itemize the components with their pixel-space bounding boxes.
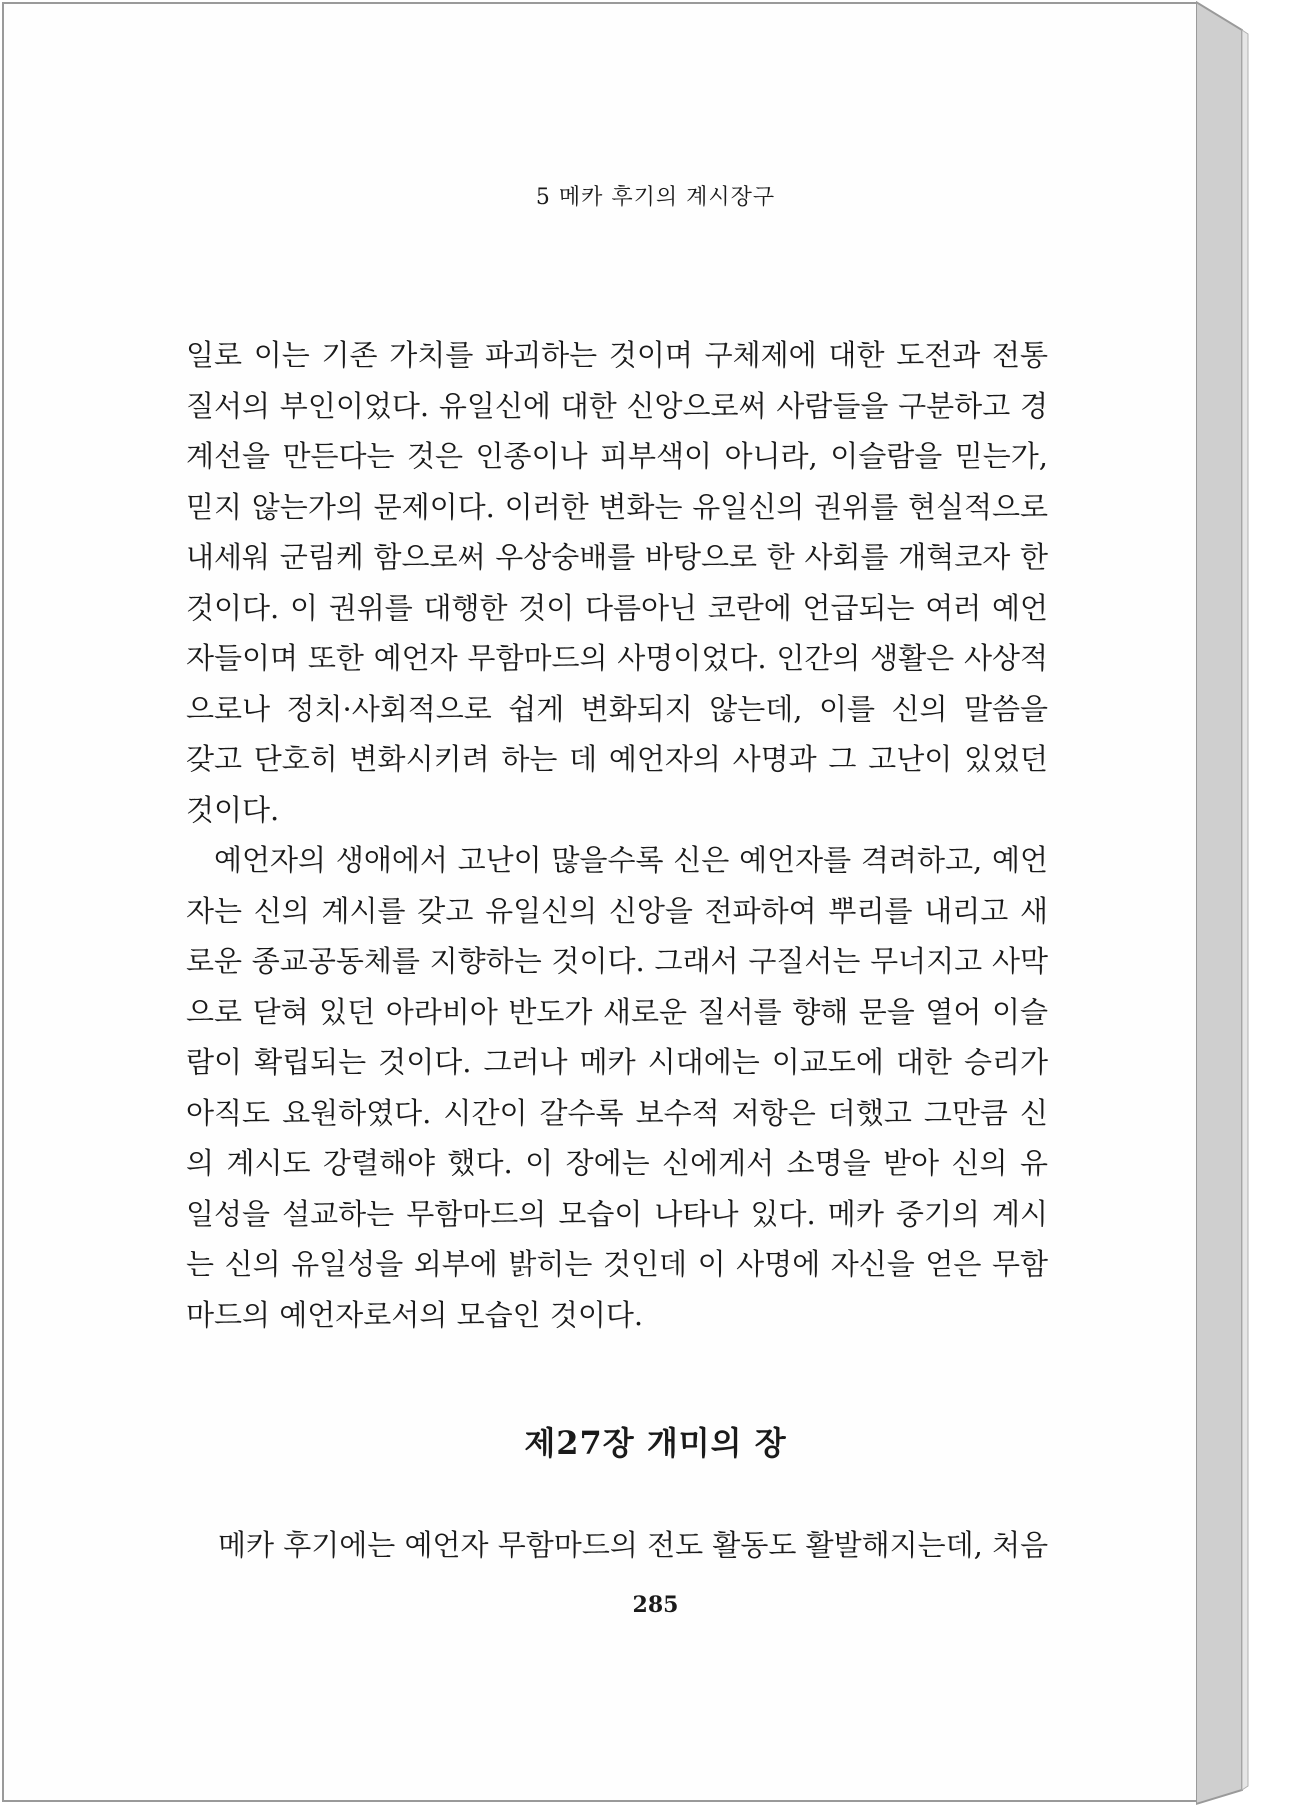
- text-line: 자들이며 또한 예언자 무함마드의 사명이었다. 인간의 생활은 사상적: [186, 641, 1048, 675]
- text-line: 예언자의 생애에서 고난이 많을수록 신은 예언자를 격려하고, 예언: [214, 843, 1048, 877]
- body-text: [186, 330, 1048, 1340]
- text-line: 람이 확립되는 것이다. 그러나 메카 시대에는 이교도에 대한 승리가: [186, 1045, 1048, 1079]
- paragraph: [186, 835, 1048, 1340]
- text-line: 는 신의 유일성을 외부에 밝히는 것인데 이 사명에 자신을 얻은 무함: [186, 1247, 1048, 1281]
- text-line: 로운 종교공동체를 지향하는 것이다. 그래서 구질서는 무너지고 사막: [186, 944, 1048, 978]
- text-line: 아직도 요원하였다. 시간이 갈수록 보수적 저항은 더했고 그만큼 신: [186, 1095, 1048, 1130]
- text-line: 것이다.: [186, 792, 280, 827]
- text-line: 갖고 단호히 변화시키려 하는 데 예언자의 사명과 그 고난이 있었던: [186, 742, 1048, 776]
- text-line: 의 계시도 강렬해야 했다. 이 장에는 신에게서 소명을 받아 신의 유: [186, 1146, 1048, 1180]
- chapter-first-line: 메카 후기에는 예언자 무함마드의 전도 활동도 활발해지는데, 처음: [218, 1528, 1049, 1562]
- running-head: 5 메카 후기의 계시장구: [535, 185, 776, 210]
- text-line: 일성을 설교하는 무함마드의 모습이 나타나 있다. 메카 중기의 계시: [186, 1196, 1048, 1231]
- text-line: 질서의 부인이었다. 유일신에 대한 신앙으로써 사람들을 구분하고 경: [186, 388, 1048, 423]
- text-line: 으로나 정치·사회적으로 쉽게 변화되지 않는데, 이를 신의 말씀을: [186, 691, 1048, 726]
- text-line: 자는 신의 계시를 갖고 유일신의 신앙을 전파하여 뿌리를 내리고 새: [186, 893, 1048, 928]
- text-line: 것이다. 이 권위를 대행한 것이 다름아닌 코란에 언급되는 여러 예언: [186, 590, 1048, 625]
- text-line: 일로 이는 기존 가치를 파괴하는 것이며 구체제에 대한 도전과 전통: [186, 338, 1048, 372]
- chapter-title: 제27장 개미의 장: [524, 1424, 787, 1462]
- text-line: 계선을 만든다는 것은 인종이나 피부색이 아니라, 이슬람을 믿는가,: [186, 439, 1048, 473]
- paragraph: [186, 330, 1048, 835]
- text-line: 믿지 않는가의 문제이다. 이러한 변화는 유일신의 권위를 현실적으로: [186, 489, 1048, 524]
- page-number: 285: [632, 1592, 679, 1618]
- text-line: 으로 닫혀 있던 아라비아 반도가 새로운 질서를 향해 문을 열어 이슬: [186, 994, 1048, 1029]
- text-line: 마드의 예언자로서의 모습인 것이다.: [186, 1297, 644, 1332]
- text-line: 내세워 군림케 함으로써 우상숭배를 바탕으로 한 사회를 개혁코자 한: [186, 540, 1048, 574]
- page-edge: [1196, 0, 1311, 1806]
